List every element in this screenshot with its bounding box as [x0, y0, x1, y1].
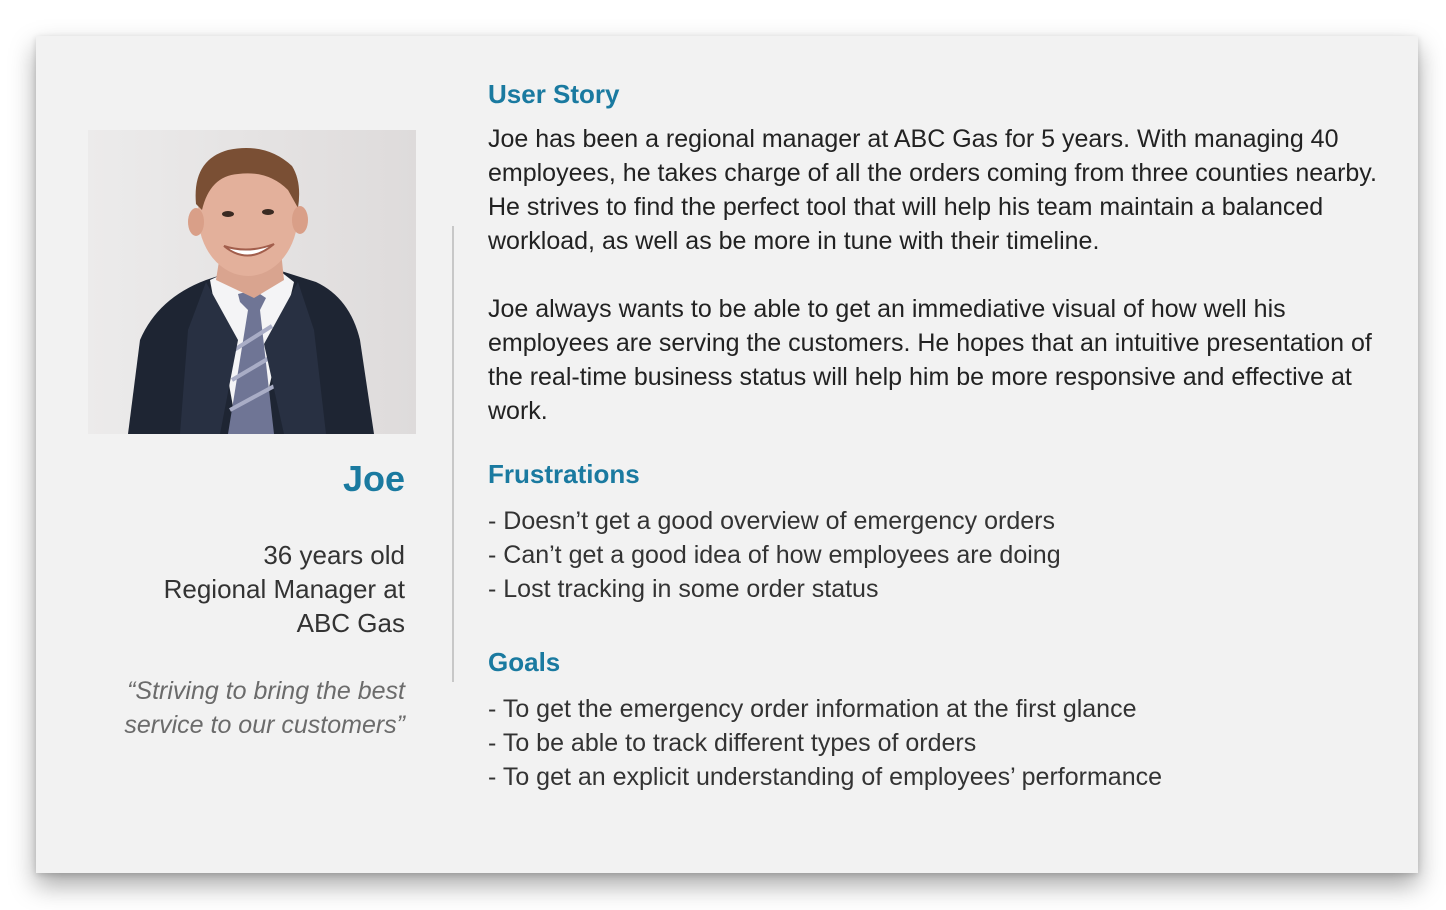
goals-list — [488, 692, 1388, 794]
frustrations-list — [488, 504, 1388, 606]
persona-card — [36, 36, 1418, 873]
frustrations-heading: Frustrations — [488, 459, 640, 489]
persona-name: Joe — [342, 458, 405, 499]
user-story-paragraph: Joe always wants to be able to get an immediative visual of how well his employees are serving the customers. He hopes that an intuitive presentation of the real-time business status will help him be more responsive and effective at work. — [488, 295, 1372, 425]
persona-role: Regional Manager at — [163, 574, 405, 604]
user-story-heading: User Story — [488, 79, 620, 109]
vertical-divider — [452, 226, 454, 682]
persona-quote-line: service to our customers” — [124, 711, 405, 739]
list-item: - To get an explicit understanding of employees’ performance — [488, 763, 1162, 791]
persona-bio — [164, 538, 405, 640]
persona-age: 36 years old — [263, 540, 405, 570]
list-item: - Doesn’t get a good overview of emergency orders — [488, 507, 1055, 535]
persona-quote-line: “Striving to bring the best — [127, 677, 405, 705]
list-item: - Lost tracking in some order status — [488, 575, 879, 603]
list-item: - To be able to track different types of orders — [488, 729, 977, 757]
goals-heading: Goals — [488, 647, 561, 677]
persona-photo — [88, 130, 416, 434]
persona-quote — [124, 674, 405, 742]
list-item: - To get the emergency order information at the first glance — [488, 695, 1137, 723]
persona-company: ABC Gas — [296, 608, 405, 638]
list-item: - Can’t get a good idea of how employees are doing — [488, 541, 1061, 569]
persona-details — [488, 76, 1388, 794]
user-story-paragraph: Joe has been a regional manager at ABC Gas for 5 years. With managing 40 employees, he takes charge of all the orders coming from three counties nearby. He strives to find the perfect tool that will help his team maintain a balanced workload, as well as be more in tune with their timeline. — [488, 125, 1377, 255]
